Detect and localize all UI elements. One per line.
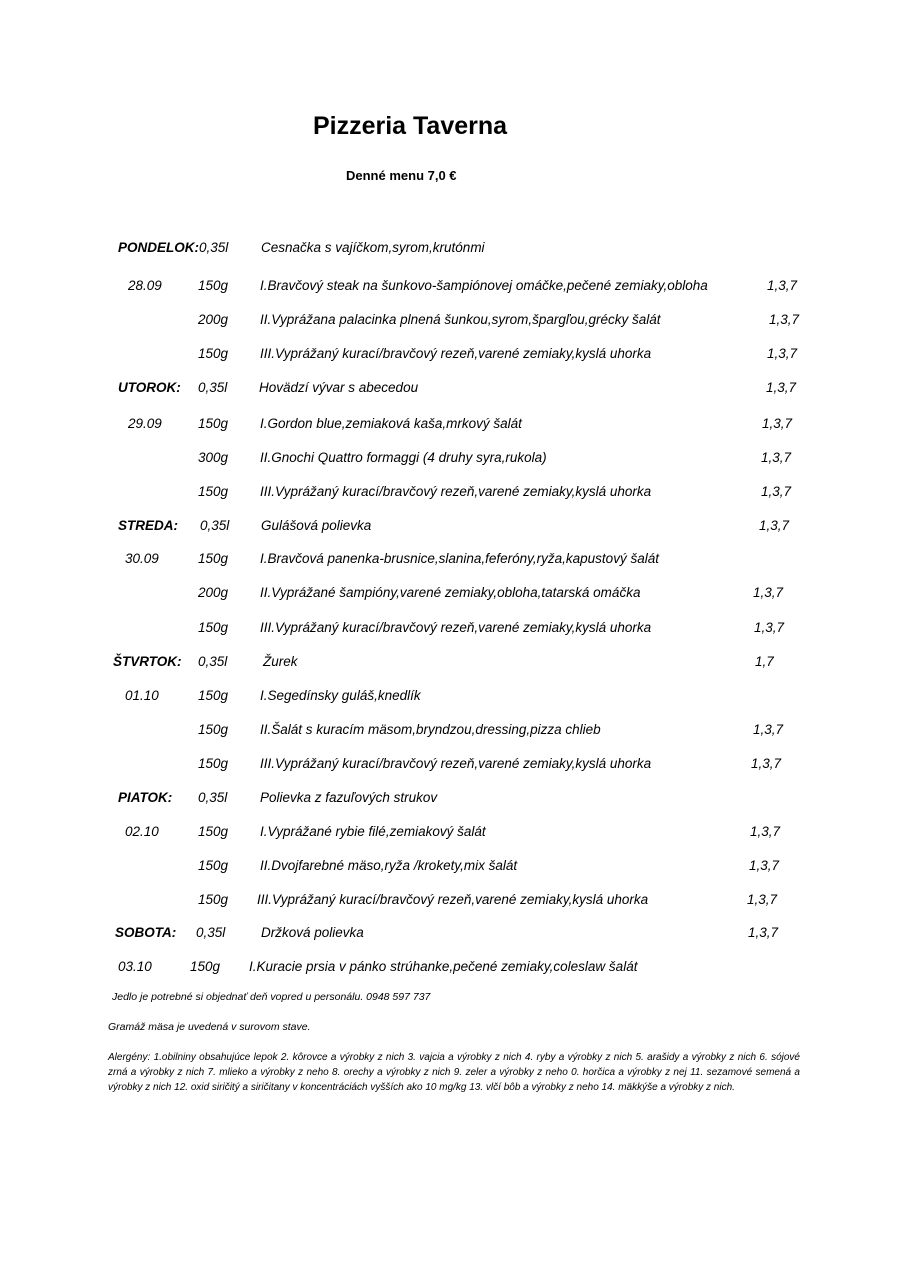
day-label: 29.09 [128,416,162,431]
dish-name: I.Gordon blue,zemiaková kaša,mrkový šalát [260,416,522,431]
allergen-codes: 1,7 [755,654,774,669]
portion-size: 200g [198,585,229,600]
menu-row [0,484,906,504]
menu-row [0,688,906,708]
allergen-codes: 1,3,7 [761,484,792,499]
portion-size: 150g [198,551,229,566]
portion-size: 0,35l [196,925,226,940]
allergen-codes: 1,3,7 [747,892,778,907]
menu-row [0,416,906,436]
allergen-codes: 1,3,7 [751,756,782,771]
dish-name: I.Bravčový steak na šunkovo-šampiónovej omáčke,pečené zemiaky,obloha [260,278,708,293]
menu-row [0,790,906,810]
dish-name: I.Segedínsky guláš,knedlík [260,688,421,703]
portion-size: 150g [198,858,229,873]
dish-name: III.Vyprážaný kurací/bravčový rezeň,varené zemiaky,kyslá uhorka [260,346,652,361]
menu-row [0,518,906,538]
dish-name: II.Vyprážané šampióny,varené zemiaky,obloha,tatarská omáčka [260,585,641,600]
portion-size: 150g [198,824,229,839]
menu-row [0,278,906,298]
allergen-codes: 1,3,7 [769,312,800,327]
portion-size: 0,35l [199,240,229,255]
menu-row [0,585,906,605]
weight-note: Gramáž mäsa je uvedená v surovom stave. [108,1021,311,1033]
day-label: 03.10 [118,959,152,974]
dish-name: III.Vyprážaný kurací/bravčový rezeň,varené zemiaky,kyslá uhorka [260,620,652,635]
portion-size: 150g [198,278,229,293]
allergen-codes: 1,3,7 [748,925,779,940]
day-label: 30.09 [125,551,159,566]
dish-name: Cesnačka s vajíčkom,syrom,krutónmi [261,240,485,255]
portion-size: 0,35l [198,654,228,669]
allergen-codes: 1,3,7 [762,416,793,431]
menu-row [0,756,906,776]
dish-name: III.Vyprážaný kurací/bravčový rezeň,varené zemiaky,kyslá uhorka [257,892,649,907]
menu-row [0,654,906,674]
allergen-codes: 1,3,7 [767,278,798,293]
portion-size: 200g [198,312,229,327]
dish-name: II.Vyprážana palacinka plnená šunkou,syrom,špargľou,grécky šalát [260,312,661,327]
menu-row [0,312,906,332]
dish-name: I.Kuracie prsia v pánko strúhanke,pečené zemiaky,coleslaw šalát [249,959,638,974]
menu-row [0,722,906,742]
dish-name: Žurek [263,654,298,669]
portion-size: 150g [198,756,229,771]
dish-name: Gulášová polievka [261,518,372,533]
allergen-codes: 1,3,7 [753,585,784,600]
menu-row [0,346,906,366]
portion-size: 150g [190,959,221,974]
portion-size: 0,35l [200,518,230,533]
dish-name: I.Vyprážané rybie filé,zemiakový šalát [260,824,486,839]
dish-name: Polievka z fazuľových strukov [260,790,438,805]
menu-row [0,824,906,844]
allergen-codes: 1,3,7 [753,722,784,737]
menu-row [0,925,906,945]
dish-name: II.Gnochi Quattro formaggi (4 druhy syra,rukola) [260,450,547,465]
day-label: 28.09 [128,278,162,293]
allergen-legend: Alergény: 1.obilniny obsahujúce lepok 2. kôrovce a výrobky z nich 3. vajcia a výrobky z nich 4. ryby a výrobky z nich 5. arašidy a výrobky z nich 6. sójové zrná a výrobky z nich 7. mlieko a výrobky z neho 8. orechy a výrobky z nich 9. zeler a výrobky z neho 0. horčica a výrobky z nej 11. sezamové semená a výrobky z nich 12. oxid siričitý a siričitany v koncentráciách vyšších ako 10 mg/kg 13. vlčí bôb a výrobky z neho 14. mäkkýše a výrobky z nich. [108,1052,800,1093]
daily-menu-price: Denné menu 7,0 € [346,168,457,183]
portion-size: 0,35l [198,790,228,805]
dish-name: Držková polievka [261,925,364,940]
allergen-codes: 1,3,7 [766,380,797,395]
dish-name: Hovädzí vývar s abecedou [259,380,419,395]
day-label: PONDELOK: [118,240,199,255]
menu-row [0,892,906,912]
portion-size: 150g [198,620,229,635]
allergen-codes: 1,3,7 [759,518,790,533]
allergen-codes: 1,3,7 [767,346,798,361]
day-label: UTOROK: [118,380,181,395]
portion-size: 150g [198,484,229,499]
day-label: STREDA: [118,518,178,533]
menu-row [0,959,906,979]
allergen-codes: 1,3,7 [761,450,792,465]
dish-name: III.Vyprážaný kurací/bravčový rezeň,varené zemiaky,kyslá uhorka [260,756,652,771]
dish-name: II.Šalát s kuracím mäsom,bryndzou,dressing,pizza chlieb [260,722,601,737]
menu-row [0,551,906,571]
dish-name: III.Vyprážaný kurací/bravčový rezeň,varené zemiaky,kyslá uhorka [260,484,652,499]
order-note: Jedlo je potrebné si objednať deň vopred u personálu. 0948 597 737 [112,991,431,1003]
allergen-codes: 1,3,7 [749,858,780,873]
menu-row [0,240,906,260]
allergen-codes: 1,3,7 [754,620,785,635]
menu-row [0,380,906,400]
portion-size: 150g [198,416,229,431]
day-label: 01.10 [125,688,159,703]
portion-size: 150g [198,688,229,703]
menu-row [0,620,906,640]
day-label: PIATOK: [118,790,173,805]
day-label: SOBOTA: [115,925,177,940]
dish-name: I.Bravčová panenka-brusnice,slanina,feferóny,ryža,kapustový šalát [260,551,659,566]
portion-size: 150g [198,722,229,737]
portion-size: 0,35l [198,380,228,395]
day-label: 02.10 [125,824,159,839]
portion-size: 300g [198,450,229,465]
allergen-codes: 1,3,7 [750,824,781,839]
menu-row [0,858,906,878]
day-label: ŠTVRTOK: [113,654,182,669]
menu-row [0,450,906,470]
dish-name: II.Dvojfarebné mäso,ryža /krokety,mix šalát [260,858,518,873]
portion-size: 150g [198,346,229,361]
portion-size: 150g [198,892,229,907]
restaurant-title: Pizzeria Taverna [312,112,508,140]
